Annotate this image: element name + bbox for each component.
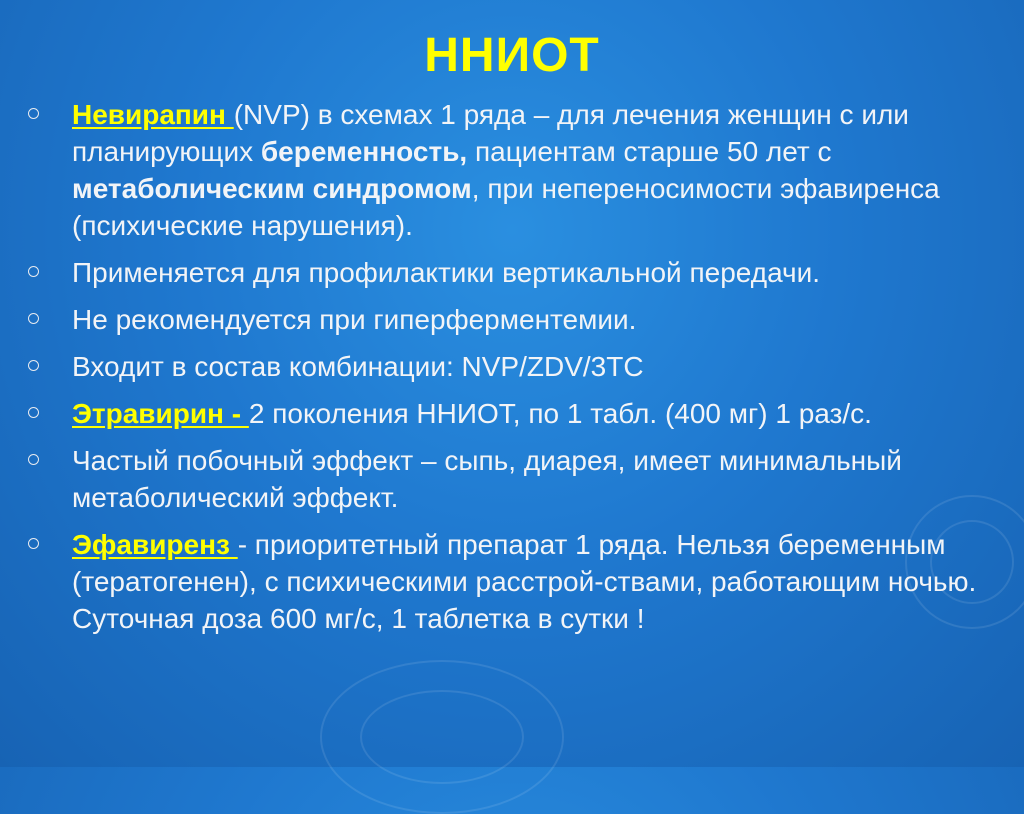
item-text: Применяется для профилактики вертикальной передачи. [72, 257, 821, 288]
item-text: 2 поколения ННИОТ, по 1 табл. (400 мг) 1 раз/с. [248, 398, 872, 429]
bullet-circle-icon [28, 360, 39, 371]
item-text: (NVP) в схемах 1 ряда – для лечения женщин с или планирующих [72, 99, 909, 167]
bullet-circle-icon [28, 266, 39, 277]
list-item [28, 395, 998, 432]
drug-name-nevirapine: Невирапин [72, 99, 234, 130]
list-item [28, 254, 998, 291]
bullet-circle-icon [28, 538, 39, 549]
item-text: , при непереносимости эфавиренса (психические нарушения). [72, 173, 940, 241]
list-item [28, 96, 998, 244]
list-item [28, 301, 998, 338]
drug-name-etravirine: Этравирин - [72, 398, 249, 429]
background-ripple [320, 660, 564, 814]
list-item [28, 442, 998, 516]
item-emphasis: метаболическим синдромом [72, 173, 472, 204]
item-text: пациентам старше 50 лет с [467, 136, 832, 167]
item-text: - приоритетный препарат 1 ряда. Нельзя беременным (тератогенен), с психическими расстрой-ствами, работающим ночью. Суточная доза 600 мг/с, 1 таблетка в сутки ! [72, 529, 977, 634]
item-text: Входит в состав комбинации: NVP/ZDV/3TC [72, 351, 644, 382]
item-emphasis: беременность, [260, 136, 468, 167]
bullet-circle-icon [28, 407, 39, 418]
bullet-list [28, 96, 998, 647]
bullet-circle-icon [28, 313, 39, 324]
drug-name-efavirenz: Эфавиренз [72, 529, 238, 560]
list-item [28, 526, 998, 637]
slide-title: ННИОТ [424, 29, 600, 82]
bullet-circle-icon [28, 108, 39, 119]
item-text: Частый побочный эффект – сыпь, диарея, имеет минимальный метаболический эффект. [72, 445, 902, 513]
bullet-circle-icon [28, 454, 39, 465]
item-text: Не рекомендуется при гиперферментемии. [72, 304, 637, 335]
list-item [28, 348, 998, 385]
